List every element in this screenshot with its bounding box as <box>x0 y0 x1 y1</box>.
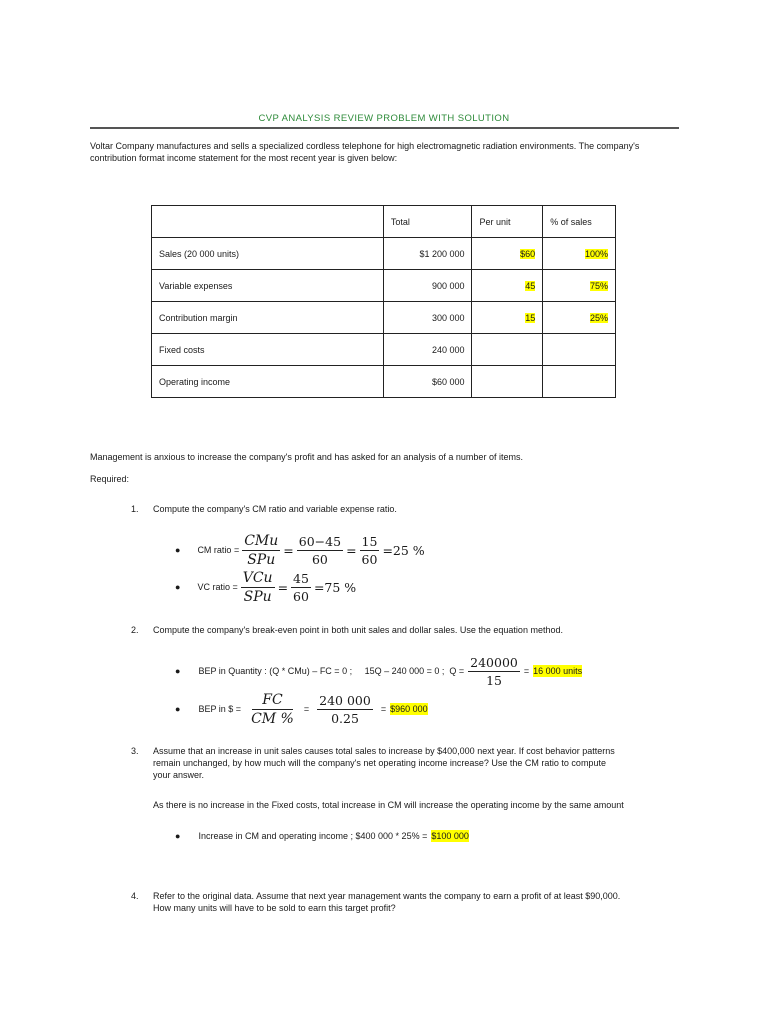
row-pct <box>543 334 616 366</box>
row-per-unit: 15 <box>525 312 536 323</box>
fraction <box>291 571 311 604</box>
bep-quantity-answer: 16 000 units <box>533 666 583 676</box>
row-label: Fixed costs <box>152 334 384 366</box>
q4-line-1: Refer to the original data. Assume that next year management wants the company to earn a profit of at least $90,000. <box>153 891 621 901</box>
intro-paragraph: Voltar Company manufactures and sells a specialized cordless telephone for high electromagnetic radiation environments. The company's contribution format income statement for the most recent year is given below: <box>90 141 640 163</box>
denominator: 60 <box>311 551 328 567</box>
row-total: 300 000 <box>383 302 472 334</box>
title-divider <box>90 127 679 129</box>
bullet-icon: ● <box>175 704 181 714</box>
header-cell: Per unit <box>472 206 543 238</box>
numerator: 240000 <box>470 654 518 670</box>
bullet-icon: ● <box>175 582 181 592</box>
numerator: 45 <box>293 570 309 586</box>
header-cell: % of sales <box>543 206 616 238</box>
denominator: 15 <box>486 672 502 688</box>
denominator: 0.25 <box>331 710 359 726</box>
row-pct: 25% <box>589 312 608 323</box>
cm-ratio-label: CM ratio = <box>197 545 240 555</box>
q3-number: 3. <box>131 746 139 756</box>
equals-sign: = <box>303 704 310 714</box>
vc-ratio-label: VC ratio = <box>197 582 238 592</box>
equals-sign: = <box>523 666 530 676</box>
row-total: $1 200 000 <box>383 238 472 270</box>
q3-bullet <box>175 830 469 842</box>
denominator: 60 <box>293 588 309 604</box>
numerator: 15 <box>361 533 378 549</box>
management-text: Management is anxious to increase the company's profit and has asked for an analysis of a number of items. <box>90 452 523 462</box>
income-statement-table <box>151 205 616 398</box>
q3-line-3: your answer. <box>153 770 205 780</box>
fraction <box>241 570 275 605</box>
table-row <box>152 334 616 366</box>
row-per-unit: $60 <box>520 248 536 259</box>
numerator: 60−45 <box>298 533 342 549</box>
q3-bullet-text: Increase in CM and operating income ; $400 000 * 25% = <box>198 831 428 841</box>
row-label: Sales (20 000 units) <box>152 238 384 270</box>
row-total: $60 000 <box>383 366 472 398</box>
q3-line-2: remain unchanged, by how much will the company's net operating income increase? Use the CM ratio to compute <box>153 758 606 768</box>
fraction <box>317 693 373 726</box>
q2-number: 2. <box>131 625 139 635</box>
q3-answer: $100 000 <box>431 831 469 841</box>
fraction <box>249 692 296 727</box>
numerator: VCu <box>242 569 273 586</box>
denominator: 60 <box>361 551 378 567</box>
row-per-unit <box>472 366 543 398</box>
bullet-icon: ● <box>175 545 181 555</box>
table-header-row <box>152 206 616 238</box>
cm-ratio-result: =25 % <box>382 542 425 558</box>
table-row <box>152 238 616 270</box>
q1-text: Compute the company's CM ratio and variable expense ratio. <box>153 504 397 514</box>
numerator: CMu <box>244 532 279 549</box>
table-row <box>152 302 616 334</box>
bep-quantity-text: BEP in Quantity : (Q * CMu) – FC = 0 ; 15Q – 240 000 = 0 ; Q = <box>198 666 465 676</box>
denominator: SPu <box>247 551 276 568</box>
row-label: Variable expenses <box>152 270 384 302</box>
row-per-unit: 45 <box>525 280 536 291</box>
header-cell <box>152 206 384 238</box>
header-cell: Total <box>383 206 472 238</box>
q2-text: Compute the company's break-even point in both unit sales and dollar sales. Use the equation method. <box>153 625 563 635</box>
denominator: SPu <box>243 588 272 605</box>
fraction <box>297 534 343 567</box>
bep-dollars-label: BEP in $ = <box>198 704 242 714</box>
cm-ratio-formula: ● CM ratio = $\frac{\text{CMu}}{\text{SPu}}$ = $\frac{60-45}{60}$ = $\frac{15}{60}$ =25 % <box>175 532 425 568</box>
numerator: 240 000 <box>319 692 371 708</box>
q3-line-1: Assume that an increase in unit sales causes total sales to increase by $400,000 next year. If cost behavior patterns <box>153 746 615 756</box>
table-row <box>152 366 616 398</box>
bep-dollars-formula: ● BEP in $ = $\frac{FC}{CM \%}$ = $\frac{240 000}{0.25}$ = $960 000 <box>175 691 428 727</box>
numerator: FC <box>252 692 292 710</box>
bullet-icon: ● <box>175 666 181 676</box>
denominator: CM % <box>251 710 294 727</box>
row-pct: 75% <box>589 280 608 291</box>
q1-number: 1. <box>131 504 139 514</box>
fraction <box>468 655 520 688</box>
q4-number: 4. <box>131 891 139 901</box>
row-total: 240 000 <box>383 334 472 366</box>
table-row <box>152 270 616 302</box>
required-label: Required: <box>90 474 130 484</box>
vc-ratio-result: =75 % <box>313 579 357 595</box>
fraction <box>360 534 380 567</box>
row-pct <box>543 366 616 398</box>
bep-quantity-formula <box>175 652 582 690</box>
vc-ratio-formula: ● VC ratio = $\frac{\text{VCu}}{\text{SPu}}$ = $\frac{45}{60}$ =75 % <box>175 569 357 605</box>
bullet-icon: ● <box>175 831 181 841</box>
page-title: CVP ANALYSIS REVIEW PROBLEM WITH SOLUTION <box>258 113 510 124</box>
row-total: 900 000 <box>383 270 472 302</box>
q3-note: As there is no increase in the Fixed costs, total increase in CM will increase the operating income by the same amount <box>153 800 624 810</box>
row-per-unit <box>472 334 543 366</box>
q4-line-2: How many units will have to be sold to earn this target profit? <box>153 903 396 913</box>
fraction <box>242 533 280 568</box>
row-pct: 100% <box>584 248 608 259</box>
row-label: Contribution margin <box>152 302 384 334</box>
row-label: Operating income <box>152 366 384 398</box>
bep-dollars-answer: $960 000 <box>390 704 428 714</box>
